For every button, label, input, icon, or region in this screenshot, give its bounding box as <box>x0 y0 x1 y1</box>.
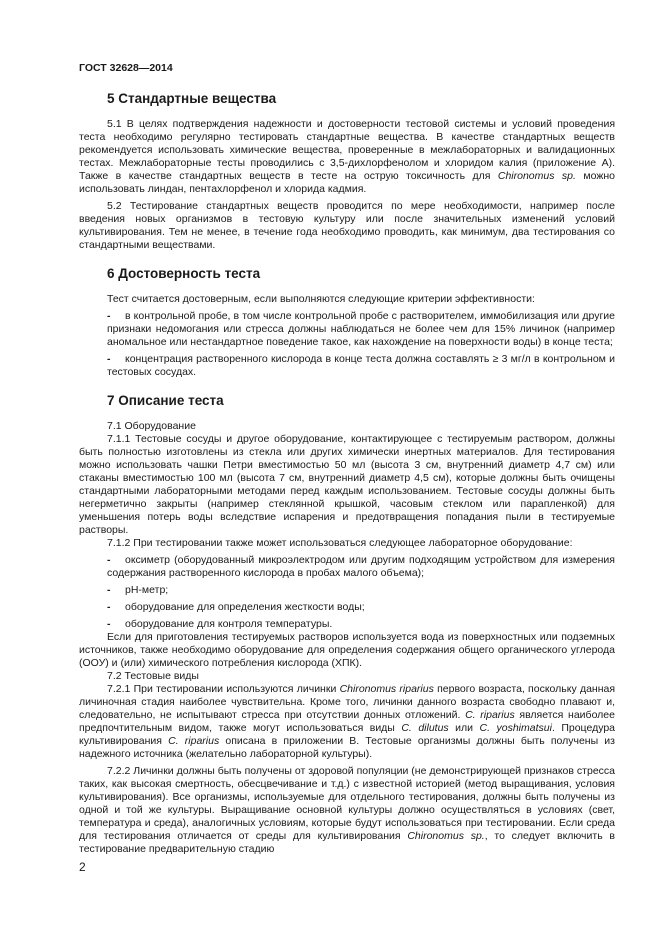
section-5-title: 5 Стандартные вещества <box>107 91 277 106</box>
list-item: - в контрольной пробе, в том числе контрольной пробе с растворителем, иммобилизация или другие признаки недомогания или стресса должны наблюдаться не более чем для 15% личинок (например аномальное или нестандартное поведение такое, как нахождение на поверхности воды) в конце теста; <box>107 310 615 348</box>
list-dash: - <box>107 554 111 566</box>
list-item: - pH-метр; <box>107 584 169 596</box>
document-page <box>79 62 615 856</box>
paragraph-7-2-2: 7.2.2 Личинки должны быть получены от здоровой популяции (не демонстрирующей признаков стресса таких, как высокая смертность, обесцвечивание и т.д.) с известной историей (метод выращивания, условия культивирования). Все организмы, используемые для отдельного тестирования, должны быть получены из одной и той же культуры. Выращивание основной культуры должно осуществляться в условиях (свет, температура и среда), аналогичных условиям, которые будут использоваться при тестировании. Если среда для тестирования отличается от среды для культивирования Chironomus sp., то следует включить в тестирование предварительную стадию <box>79 765 615 855</box>
list-item: - оксиметр (оборудованный микроэлектродом или другим подходящим устройством для измерения содержания растворенного кислорода в пробах малого объема); <box>107 554 615 579</box>
list-dash: - <box>107 584 111 596</box>
paragraph-water: Если для приготовления тестируемых растворов используется вода из поверхностных или подземных источников, также необходимо оборудование для определения содержания общего органического углерода (ООУ) и (или) химического потребления кислорода (ХПК). <box>79 631 615 669</box>
paragraph-7-1-2: 7.1.2 При тестировании также может использоваться следующее лабораторное оборудование: <box>107 537 573 549</box>
list-dash: - <box>107 310 111 322</box>
list-dash: - <box>107 618 111 630</box>
list-item: - концентрация растворенного кислорода в конце теста должна составлять ≥ 3 мг/л в контрольном и тестовых сосудах. <box>107 353 615 378</box>
paragraph-5-1: 5.1 В целях подтверждения надежности и достоверности тестовой системы и условий проведения теста необходимо регулярно тестировать стандартные вещества. В качестве стандартных веществ рекомендуется использовать химические вещества, проверенные в межлабораторных и валидационных тестах. Межлабораторные тесты проводились с 3,5-дихлорфенолом и хлоридом калия (приложение А). Также в качестве стандартных веществ в тесте на острую токсичность для Chironomus sp. можно использовать линдан, пентахлорфенол и хлорида кадмия. <box>79 118 615 195</box>
page-number: 2 <box>79 860 86 874</box>
paragraph-7-2-1: 7.2.1 При тестировании используются личинки Chironomus riparius первого возраста, поскольку данная личиночная стадия наиболее чувствительна. Кроме того, личинки данного возраста свободно плавают и, следовательно, не испытывают стресса при отсутствии донных отложений. C. riparius является наиболее предпочтительным видом, также могут использоваться виды C. dilutus или C. yoshimatsui. Процедура культивирования C. riparius описана в приложении В. Тестовые организмы должны быть получены из надежного источника (желательно лабораторной культуры). <box>79 683 616 760</box>
paragraph-7-2: 7.2 Тестовые виды <box>107 670 199 682</box>
list-dash: - <box>107 353 111 365</box>
paragraph-5-2: 5.2 Тестирование стандартных веществ проводится по мере необходимости, например после введения новых организмов в тестовую культуру или после значительных изменений условий культивирования. Тем не менее, в течение года необходимо проводить, как минимум, два тестирования со стандартными веществами. <box>79 200 615 251</box>
document-header: ГОСТ 32628—2014 <box>79 62 173 74</box>
section-7-title: 7 Описание теста <box>107 393 224 408</box>
paragraph-7-1-1: 7.1.1 Тестовые сосуды и другое оборудование, контактирующее с тестируемым раствором, должны быть полностью изготовлены из стекла или других химически инертных материалов. Для тестирования можно использовать чашки Петри вместимостью 50 мл (высота 3 см, внутренний диаметр 4,7 см) или стаканы вместимостью 100 мл (высота 7 см, внутренний диаметр 4,5 см), которые должны быть очищены стандартными лабораторными методами перед каждым использованием. Тестовые сосуды должны быть негерметично закрыты (например стеклянной крышкой, часовым стеклом или парапленкой) для уменьшения потерь воды вследствие испарения и предотвращения попадания пыли в тестируемые растворы. <box>79 433 615 536</box>
list-item: - оборудование для определения жесткости воды; <box>107 601 365 613</box>
paragraph-6-intro: Тест считается достоверным, если выполняются следующие критерии эффективности: <box>107 293 535 305</box>
list-dash: - <box>107 601 111 613</box>
paragraph-7-1: 7.1 Оборудование <box>107 420 196 432</box>
list-item: - оборудование для контроля температуры. <box>107 618 333 630</box>
section-6-title: 6 Достоверность теста <box>107 266 261 281</box>
